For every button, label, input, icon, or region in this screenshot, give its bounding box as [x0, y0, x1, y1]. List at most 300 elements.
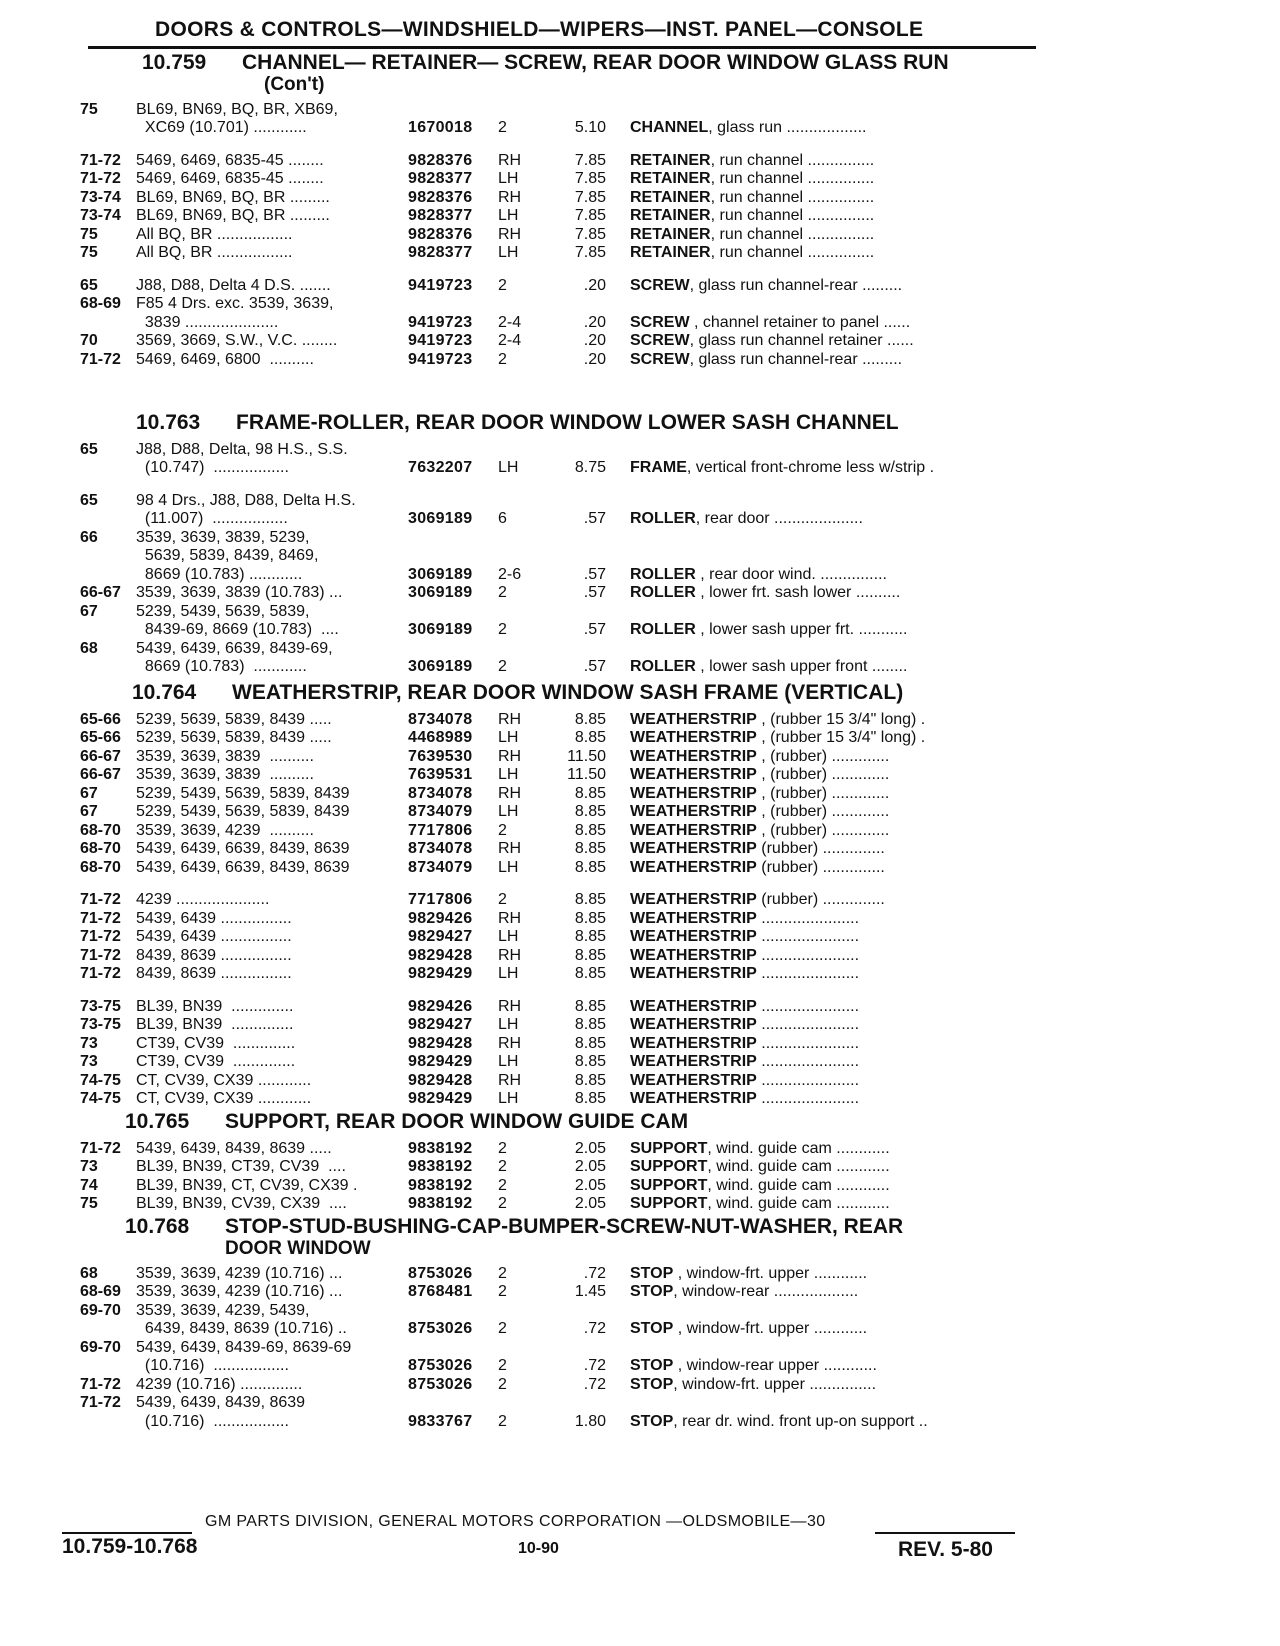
- row-models: 3539, 3639, 3839, 5239,: [136, 528, 310, 546]
- row-part-number: 3069189: [408, 621, 473, 638]
- row-description-item: WEATHERSTRIP: [630, 965, 757, 982]
- row-years: 68-70: [80, 840, 121, 857]
- row-quantity: RH: [498, 225, 522, 243]
- parts-row: [80, 928, 1040, 947]
- row-models: 5439, 6439, 8439-69, 8639-69: [136, 1338, 352, 1356]
- row-quantity: RH: [498, 946, 522, 964]
- parts-row: [80, 225, 1040, 244]
- row-models: (11.007) .................: [136, 510, 288, 527]
- row-part-number: 9838192: [408, 1176, 473, 1194]
- row-quantity: RH: [498, 1071, 522, 1089]
- row-description-detail: , wind. guide cam ............: [707, 1176, 890, 1194]
- row-quantity: LH: [498, 244, 519, 261]
- row-price: .20: [583, 313, 606, 331]
- row-description: [630, 189, 1040, 207]
- section-subtitle: DOOR WINDOW: [225, 1238, 371, 1259]
- row-price: 8.85: [574, 1053, 606, 1070]
- row-quantity: 2: [498, 1195, 507, 1212]
- row-quantity: RH: [498, 909, 522, 927]
- row-price: 7.85: [574, 244, 606, 261]
- row-price: 11.50: [567, 766, 606, 783]
- row-part-number: 1670018: [408, 119, 473, 136]
- row-models: 8439-69, 8669 (10.783) ....: [136, 621, 339, 638]
- row-models: 4239 (10.716) ..............: [136, 1375, 303, 1393]
- row-description: [630, 1413, 1040, 1431]
- parts-row: [80, 1394, 1040, 1413]
- row-models: 5439, 6439 ................: [136, 909, 292, 927]
- row-description-item: WEATHERSTRIP: [630, 747, 757, 765]
- row-years: 71-72: [80, 909, 121, 927]
- row-models: 98 4 Drs., J88, D88, Delta H.S.: [136, 491, 356, 509]
- row-description: [630, 277, 1040, 295]
- parts-row: [80, 1264, 1040, 1283]
- row-part-number: 9829429: [408, 965, 473, 982]
- row-quantity: 2: [498, 1158, 507, 1175]
- row-quantity: RH: [498, 784, 522, 802]
- row-description: [630, 840, 1040, 858]
- row-description-item: ROLLER: [630, 584, 696, 601]
- row-part-number: 9838192: [408, 1158, 473, 1175]
- row-part-number: 4468989: [408, 729, 473, 746]
- row-description-detail: , glass run ..................: [708, 119, 867, 136]
- row-quantity: LH: [498, 858, 519, 876]
- row-quantity: 2: [498, 1264, 507, 1282]
- row-part-number: 8734079: [408, 803, 473, 820]
- parts-row: [80, 1283, 1040, 1302]
- row-models: 5239, 5639, 5839, 8439 .....: [136, 729, 332, 746]
- row-description-detail: , channel retainer to panel ......: [689, 313, 911, 331]
- row-quantity: LH: [498, 766, 519, 783]
- row-years: 65-66: [80, 710, 121, 728]
- row-years: 73: [80, 1158, 98, 1175]
- row-part-number: 8753026: [408, 1264, 473, 1282]
- section-title-block: [236, 412, 1040, 434]
- row-description-item: STOP: [630, 1320, 674, 1337]
- row-description-detail: , glass run channel retainer ......: [689, 332, 914, 349]
- row-description-detail: , (rubber) .............: [756, 747, 890, 765]
- row-price: 8.85: [574, 1034, 606, 1052]
- row-part-number: 9419723: [408, 313, 473, 331]
- section-rows: [80, 100, 1040, 369]
- row-description: [630, 314, 1040, 332]
- row-part-number: 9829429: [408, 1090, 473, 1107]
- row-description-detail: , run channel ...............: [710, 244, 875, 261]
- row-description-item: RETAINER: [630, 207, 711, 224]
- row-description-detail: ......................: [756, 1090, 860, 1107]
- row-price: 7.85: [574, 151, 606, 169]
- row-part-number: 3069189: [408, 565, 473, 583]
- row-description-detail: , (rubber) .............: [756, 803, 890, 820]
- row-part-number: 3069189: [408, 584, 473, 601]
- row-description-item: SUPPORT: [630, 1195, 708, 1212]
- row-description-detail: , run channel ...............: [710, 151, 875, 169]
- row-quantity: RH: [498, 710, 522, 728]
- row-models: CT, CV39, CX39 ............: [136, 1071, 312, 1089]
- row-part-number: 7639530: [408, 747, 473, 765]
- row-quantity: 2: [498, 1176, 507, 1194]
- row-quantity: RH: [498, 151, 522, 169]
- row-part-number: 9828376: [408, 151, 473, 169]
- row-description-detail: , (rubber 15 3/4" long) .: [756, 729, 926, 746]
- row-quantity: RH: [498, 747, 522, 765]
- row-years: 65: [80, 491, 98, 509]
- parts-row: [80, 491, 1040, 510]
- row-models: 5469, 6469, 6835-45 ........: [136, 170, 324, 187]
- row-models: (10.716) .................: [136, 1357, 289, 1374]
- row-years: 69-70: [80, 1338, 121, 1356]
- row-years: 74-75: [80, 1071, 121, 1089]
- row-description-detail: , wind. guide cam ............: [707, 1195, 890, 1212]
- row-part-number: 9829428: [408, 946, 473, 964]
- row-description: [630, 965, 1040, 983]
- row-years: 74: [80, 1176, 98, 1194]
- row-quantity: RH: [498, 840, 522, 857]
- row-models: CT, CV39, CX39 ............: [136, 1090, 312, 1107]
- row-description-item: WEATHERSTRIP: [630, 928, 757, 945]
- row-quantity: 2: [498, 1283, 507, 1300]
- section-title: FRAME-ROLLER, REAR DOOR WINDOW LOWER SASH CHANNEL: [236, 411, 899, 434]
- row-description-item: ROLLER: [630, 565, 696, 583]
- row-models: 3539, 3639, 3839 ..........: [136, 747, 314, 765]
- row-models: BL39, BN39, CV39, CX39 ....: [136, 1195, 347, 1212]
- parts-row: [80, 602, 1040, 621]
- parts-row: [80, 1320, 1040, 1339]
- row-description: [630, 170, 1040, 188]
- parts-row: [80, 313, 1040, 332]
- row-years: 70: [80, 332, 98, 349]
- row-description: [630, 658, 1040, 676]
- row-description: [630, 226, 1040, 244]
- row-price: 8.85: [574, 909, 606, 927]
- footer-right-rule: [875, 1532, 1015, 1534]
- row-description-item: WEATHERSTRIP: [630, 729, 757, 746]
- row-description: [630, 859, 1040, 877]
- row-quantity: LH: [498, 965, 519, 982]
- row-description: [630, 566, 1040, 584]
- row-part-number: 3069189: [408, 510, 473, 527]
- parts-row: [80, 188, 1040, 207]
- row-models: J88, D88, Delta, 98 H.S., S.S.: [136, 440, 348, 458]
- parts-row: [80, 909, 1040, 928]
- row-description-detail: , (rubber) .............: [756, 766, 890, 783]
- row-part-number: 3069189: [408, 658, 473, 675]
- row-part-number: 9828376: [408, 188, 473, 206]
- row-part-number: 9829426: [408, 997, 473, 1015]
- parts-row: [80, 1375, 1040, 1394]
- row-part-number: 9829427: [408, 1016, 473, 1033]
- row-description-detail: ......................: [756, 946, 860, 964]
- row-description-item: WEATHERSTRIP: [630, 1071, 757, 1089]
- row-years: 71-72: [80, 946, 121, 964]
- row-models: BL39, BN39, CT39, CV39 ....: [136, 1158, 346, 1175]
- parts-row: [80, 1053, 1040, 1072]
- row-models: 3539, 3639, 4239 ..........: [136, 821, 314, 839]
- row-years: 75: [80, 1195, 98, 1212]
- section-heading: [80, 1111, 1040, 1133]
- row-price: .20: [583, 332, 606, 349]
- row-models: 5439, 6439, 8439, 8639: [136, 1394, 306, 1411]
- row-part-number: 8734078: [408, 784, 473, 802]
- row-price: 2.05: [574, 1195, 606, 1212]
- parts-row: [80, 658, 1040, 677]
- row-description-item: WEATHERSTRIP: [630, 1053, 757, 1070]
- row-price: 8.85: [574, 710, 606, 728]
- row-description: [630, 510, 1040, 528]
- row-description-item: WEATHERSTRIP: [630, 1016, 757, 1033]
- page-header-title: DOORS & CONTROLS—WINDSHIELD—WIPERS—INST. PANEL—CONSOLE: [155, 18, 924, 41]
- row-years: 67: [80, 803, 98, 820]
- row-description-item: SCREW: [630, 276, 690, 294]
- row-years: 71-72: [80, 170, 121, 187]
- row-price: 8.75: [574, 459, 606, 476]
- parts-row: [80, 997, 1040, 1016]
- row-models: 5439, 6439 ................: [136, 928, 292, 945]
- parts-row: [80, 170, 1040, 189]
- parts-row: [80, 151, 1040, 170]
- row-description-item: WEATHERSTRIP: [630, 840, 757, 857]
- footer-publisher: GM PARTS DIVISION, GENERAL MOTORS CORPORATION —OLDSMOBILE—30: [205, 1513, 826, 1530]
- row-quantity: 2: [498, 119, 507, 136]
- row-models: 5239, 5439, 5639, 5839, 8439: [136, 784, 350, 802]
- parts-row: [80, 840, 1040, 859]
- row-models: BL69, BN69, BQ, BR .........: [136, 188, 330, 206]
- parts-row: [80, 946, 1040, 965]
- row-price: 8.85: [574, 821, 606, 839]
- row-description-item: WEATHERSTRIP: [630, 1090, 757, 1107]
- row-part-number: 9838192: [408, 1195, 473, 1212]
- row-models: 5239, 5639, 5839, 8439 .....: [136, 710, 332, 728]
- row-quantity: 2: [498, 1412, 507, 1430]
- section-title-block: [225, 1216, 1040, 1260]
- row-part-number: 7717806: [408, 891, 473, 908]
- section-rows: [80, 1264, 1040, 1431]
- row-quantity: 6: [498, 510, 507, 527]
- section-title: SUPPORT, REAR DOOR WINDOW GUIDE CAM: [225, 1110, 689, 1133]
- row-description-detail: , rear door ....................: [695, 510, 863, 527]
- row-quantity: 2: [498, 1375, 507, 1393]
- parts-row: [80, 332, 1040, 351]
- row-quantity: LH: [498, 803, 519, 820]
- row-description-item: WEATHERSTRIP: [630, 766, 757, 783]
- row-price: 8.85: [574, 1016, 606, 1033]
- row-years: 68: [80, 1264, 98, 1282]
- row-description-item: SCREW: [630, 350, 690, 368]
- row-description-item: WEATHERSTRIP: [630, 710, 757, 728]
- row-description-item: RETAINER: [630, 225, 711, 243]
- row-quantity: 2-6: [498, 565, 522, 583]
- row-description-detail: , (rubber) .............: [756, 821, 890, 839]
- parts-row: [80, 621, 1040, 640]
- parts-row: [80, 440, 1040, 459]
- row-description-detail: , wind. guide cam ............: [707, 1158, 890, 1175]
- row-description-item: SCREW: [630, 313, 690, 331]
- row-description-detail: , window-frt. upper ............: [673, 1264, 868, 1282]
- row-price: 8.85: [574, 928, 606, 945]
- parts-section: [80, 1216, 1040, 1431]
- row-models: 6439, 8439, 8639 (10.716) ..: [136, 1320, 347, 1337]
- row-price: .72: [583, 1320, 606, 1337]
- row-price: 8.85: [574, 891, 606, 908]
- section-title: WEATHERSTRIP, REAR DOOR WINDOW SASH FRAME (VERTICAL): [232, 681, 904, 704]
- row-description-item: RETAINER: [630, 244, 711, 261]
- row-part-number: 8734078: [408, 710, 473, 728]
- row-years: 73-75: [80, 997, 121, 1015]
- row-models: 8669 (10.783) ............: [136, 658, 307, 675]
- row-part-number: 9829429: [408, 1053, 473, 1070]
- row-price: .57: [583, 510, 606, 527]
- section-subtitle: (Con't): [264, 74, 325, 95]
- row-description: [630, 766, 1040, 784]
- footer-left-rule: [62, 1532, 192, 1534]
- row-description-detail: ......................: [756, 1071, 860, 1089]
- row-price: 11.50: [567, 747, 606, 765]
- row-part-number: 9419723: [408, 350, 473, 368]
- row-description: [630, 1072, 1040, 1090]
- row-description: [630, 1357, 1040, 1375]
- row-price: 1.45: [574, 1283, 606, 1300]
- row-quantity: LH: [498, 928, 519, 945]
- row-price: 8.85: [574, 946, 606, 964]
- row-description-detail: , (rubber 15 3/4" long) .: [756, 710, 926, 728]
- row-years: 68-70: [80, 821, 121, 839]
- row-years: 73: [80, 1053, 98, 1070]
- row-description-item: SUPPORT: [630, 1158, 708, 1175]
- row-description: [630, 748, 1040, 766]
- row-description: [630, 998, 1040, 1016]
- row-description: [630, 459, 1040, 477]
- row-models: (10.747) .................: [136, 459, 289, 476]
- row-models: 3839 .....................: [136, 313, 279, 331]
- section-title-block: [225, 1111, 1040, 1133]
- row-description-detail: ......................: [756, 909, 860, 927]
- row-part-number: 9828377: [408, 170, 473, 187]
- row-price: 8.85: [574, 784, 606, 802]
- section-rows: [80, 710, 1040, 1108]
- row-description-detail: , run channel ...............: [710, 207, 875, 224]
- row-description-item: WEATHERSTRIP: [630, 891, 757, 908]
- row-years: 69-70: [80, 1301, 121, 1319]
- row-description-item: WEATHERSTRIP: [630, 821, 757, 839]
- row-years: 73-74: [80, 207, 121, 224]
- row-quantity: 2-4: [498, 332, 522, 349]
- row-years: 68-70: [80, 858, 121, 876]
- section-number: 10.763: [136, 411, 201, 434]
- row-quantity: RH: [498, 1034, 522, 1052]
- parts-row: [80, 1016, 1040, 1035]
- row-description: [630, 1320, 1040, 1338]
- parts-row: [80, 1195, 1040, 1214]
- row-models: 8439, 8639 ................: [136, 965, 292, 982]
- row-models: 3539, 3639, 3839 ..........: [136, 766, 314, 783]
- row-quantity: LH: [498, 1016, 519, 1033]
- row-part-number: 9419723: [408, 332, 473, 349]
- row-description-detail: , wind. guide cam ............: [707, 1139, 890, 1157]
- row-price: 2.05: [574, 1139, 606, 1157]
- row-description-item: ROLLER: [630, 621, 696, 638]
- row-price: 2.05: [574, 1158, 606, 1175]
- row-quantity: LH: [498, 459, 519, 476]
- row-years: 66-67: [80, 747, 121, 765]
- parts-row: [80, 244, 1040, 263]
- row-years: 71-72: [80, 350, 121, 368]
- row-description-detail: , glass run channel-rear .........: [689, 276, 903, 294]
- row-price: 7.85: [574, 170, 606, 187]
- row-models: CT39, CV39 ..............: [136, 1034, 296, 1052]
- section-title-block: [242, 52, 1040, 96]
- row-years: 65: [80, 440, 98, 458]
- parts-row: [80, 1034, 1040, 1053]
- row-years: 65: [80, 276, 98, 294]
- row-quantity: 2: [498, 584, 507, 601]
- row-description: [630, 351, 1040, 369]
- section-number: 10.759: [142, 51, 207, 74]
- row-description-item: STOP: [630, 1412, 674, 1430]
- row-quantity: 2: [498, 658, 507, 675]
- row-part-number: 9828377: [408, 207, 473, 224]
- row-price: 8.85: [574, 965, 606, 982]
- parts-row: [80, 965, 1040, 984]
- section-title: CHANNEL— RETAINER— SCREW, REAR DOOR WINDOW GLASS RUN: [242, 51, 949, 74]
- row-description: [630, 928, 1040, 946]
- section-number: 10.765: [125, 1110, 190, 1133]
- section-heading: [80, 1216, 1040, 1260]
- row-models: 3569, 3669, S.W., V.C. ........: [136, 332, 338, 349]
- row-description: [630, 1158, 1040, 1176]
- row-description-item: RETAINER: [630, 151, 711, 169]
- parts-row: [80, 803, 1040, 822]
- row-price: 8.85: [574, 858, 606, 876]
- row-price: 8.85: [574, 1071, 606, 1089]
- row-price: 8.85: [574, 729, 606, 746]
- row-description-detail: , (rubber) .............: [756, 784, 890, 802]
- row-description: [630, 1177, 1040, 1195]
- section-title-block: [232, 682, 1040, 704]
- row-years: 74-75: [80, 1090, 121, 1107]
- section-heading: [80, 52, 1040, 96]
- row-quantity: LH: [498, 1053, 519, 1070]
- row-years: 75: [80, 100, 98, 118]
- row-part-number: 8768481: [408, 1283, 473, 1300]
- parts-section: [80, 1111, 1040, 1213]
- row-description-item: STOP: [630, 1357, 674, 1374]
- row-part-number: 7639531: [408, 766, 473, 783]
- row-description-item: ROLLER: [630, 658, 696, 675]
- row-years: 73-74: [80, 188, 121, 206]
- row-models: 5469, 6469, 6800 ..........: [136, 350, 314, 368]
- row-description: [630, 119, 1040, 137]
- parts-row: [80, 547, 1040, 566]
- row-years: 71-72: [80, 928, 121, 945]
- row-years: 68-69: [80, 295, 121, 312]
- row-description-item: WEATHERSTRIP: [630, 946, 757, 964]
- row-models: 5439, 6439, 6639, 8439, 8639: [136, 858, 350, 876]
- parts-row: [80, 100, 1040, 119]
- row-years: 68-69: [80, 1283, 121, 1300]
- row-price: .57: [583, 658, 606, 675]
- row-description: [630, 152, 1040, 170]
- row-description: [630, 584, 1040, 602]
- row-description-item: WEATHERSTRIP: [630, 784, 757, 802]
- parts-row: [80, 766, 1040, 785]
- row-description-detail: , run channel ...............: [710, 170, 875, 187]
- row-description-item: WEATHERSTRIP: [630, 803, 757, 820]
- row-description-item: WEATHERSTRIP: [630, 909, 757, 927]
- row-models: CT39, CV39 ..............: [136, 1053, 296, 1070]
- row-description-detail: ......................: [756, 928, 860, 945]
- row-description-item: SUPPORT: [630, 1176, 708, 1194]
- row-models: 5439, 6439, 6639, 8439, 8639: [136, 840, 350, 857]
- row-description: [630, 785, 1040, 803]
